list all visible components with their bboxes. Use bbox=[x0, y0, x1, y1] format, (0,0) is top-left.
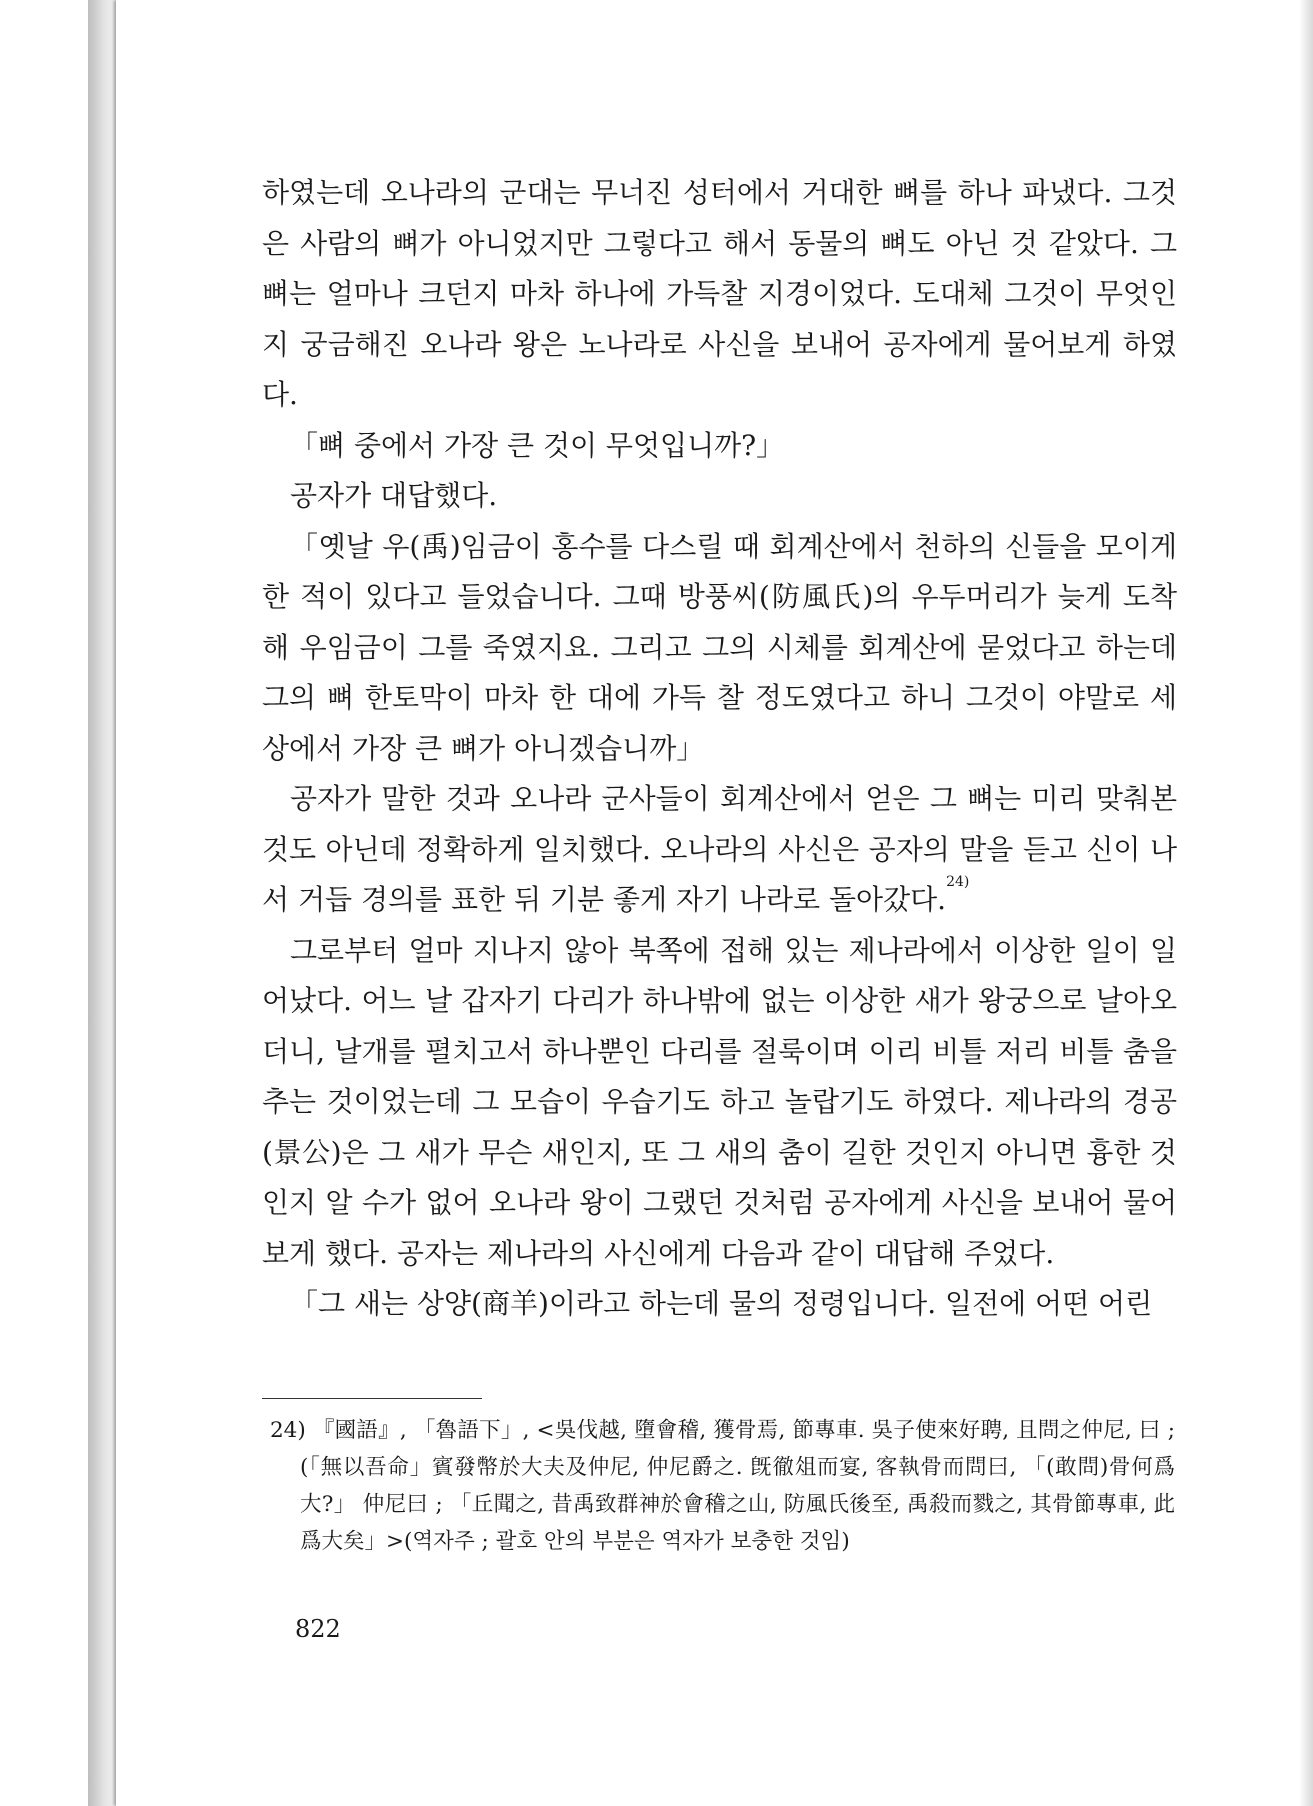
paragraph: 그로부터 얼마 지나지 않아 북쪽에 접해 있는 제나라에서 이상한 일이 일어났다. 어느 날 갑자기 다리가 하나밖에 없는 이상한 새가 왕궁으로 날아오더니, 날개를 펼치고서 하나뿐인 다리를 절룩이며 이리 비틀 저리 비틀 춤을 추는 것이었는데 그 모습이 우습기도 하고 놀랍기도 하였다. 제나라의 경공(景公)은 그 새가 무슨 새인지, 또 그 새의 춤이 길한 것인지 아니면 흉한 것인지 알 수가 없어 오나라 왕이 그랬던 것처럼 공자에게 사신을 보내어 물어 보게 했다. 공자는 제나라의 사신에게 다음과 같이 대답해 주었다. bbox=[262, 933, 1177, 1270]
footnote-text: 24) 『國語』, 「魯語下」, <吳伐越, 墮會稽, 獲骨焉, 節專車. 吳子使來好聘, 且問之仲尼, 曰 ; (「無以吾命」賓發幣於大夫及仲尼, 仲尼爵之. 旣徹俎而宴, 客執骨而問曰, 「(敢問)骨何爲大?」 仲尼曰 ; 「丘聞之, 昔禹致群神於會稽之山, 防風氏後至, 禹殺而戮之, 其骨節專車, 此爲大矣」>(역자주 ; 괄호 안의 부분은 역자가 보충한 것임) bbox=[270, 1418, 1175, 1554]
page-right-shadow bbox=[1299, 0, 1313, 1806]
paragraph: 「옛날 우(禹)임금이 홍수를 다스릴 때 회계산에서 천하의 신들을 모이게 한 적이 있다고 들었습니다. 그때 방풍씨(防風氏)의 우두머리가 늦게 도착해 우임금이 그를 죽였지요. 그리고 그의 시체를 회계산에 묻었다고 하는데 그의 뼈 한토막이 마차 한 대에 가득 찰 정도였다고 하니 그것이 야말로 세상에서 가장 큰 뼈가 아니겠습니까」 bbox=[262, 529, 1177, 765]
body-text bbox=[262, 168, 1177, 1330]
footnote-divider bbox=[262, 1398, 482, 1399]
paragraph: 공자가 대답했다. bbox=[290, 479, 498, 512]
page-number: 822 bbox=[295, 1615, 341, 1643]
paragraph-with-note bbox=[262, 774, 1177, 926]
book-side-edge bbox=[88, 0, 116, 1806]
paragraph: 「그 새는 상양(商羊)이라고 하는데 물의 정령입니다. 일전에 어떤 어린 bbox=[290, 1287, 1153, 1320]
paragraph: 「뼈 중에서 가장 큰 것이 무엇입니까?」 bbox=[290, 428, 785, 462]
footnote-reference: 24) bbox=[946, 874, 970, 890]
paragraph: 하였는데 오나라의 군대는 무너진 성터에서 거대한 뼈를 하나 파냈다. 그것은 사람의 뼈가 아니었지만 그렇다고 해서 동물의 뼈도 아닌 것 같았다. 그 뼈는 얼마나 크던지 마차 하나에 가득찰 지경이었다. 도대체 그것이 무엇인지 궁금해진 오나라 왕은 노나라로 사신을 보내어 공자에게 물어보게 하였다. bbox=[262, 176, 1177, 411]
footnote bbox=[270, 1412, 1175, 1560]
paragraph-text: 공자가 말한 것과 오나라 군사들이 회계산에서 얻은 그 뼈는 미리 맞춰본 것도 아닌데 정확하게 일치했다. 오나라의 사신은 공자의 말을 듣고 신이 나서 거듭 경의를 표한 뒤 기분 좋게 자기 나라로 돌아갔다. bbox=[262, 782, 1177, 916]
